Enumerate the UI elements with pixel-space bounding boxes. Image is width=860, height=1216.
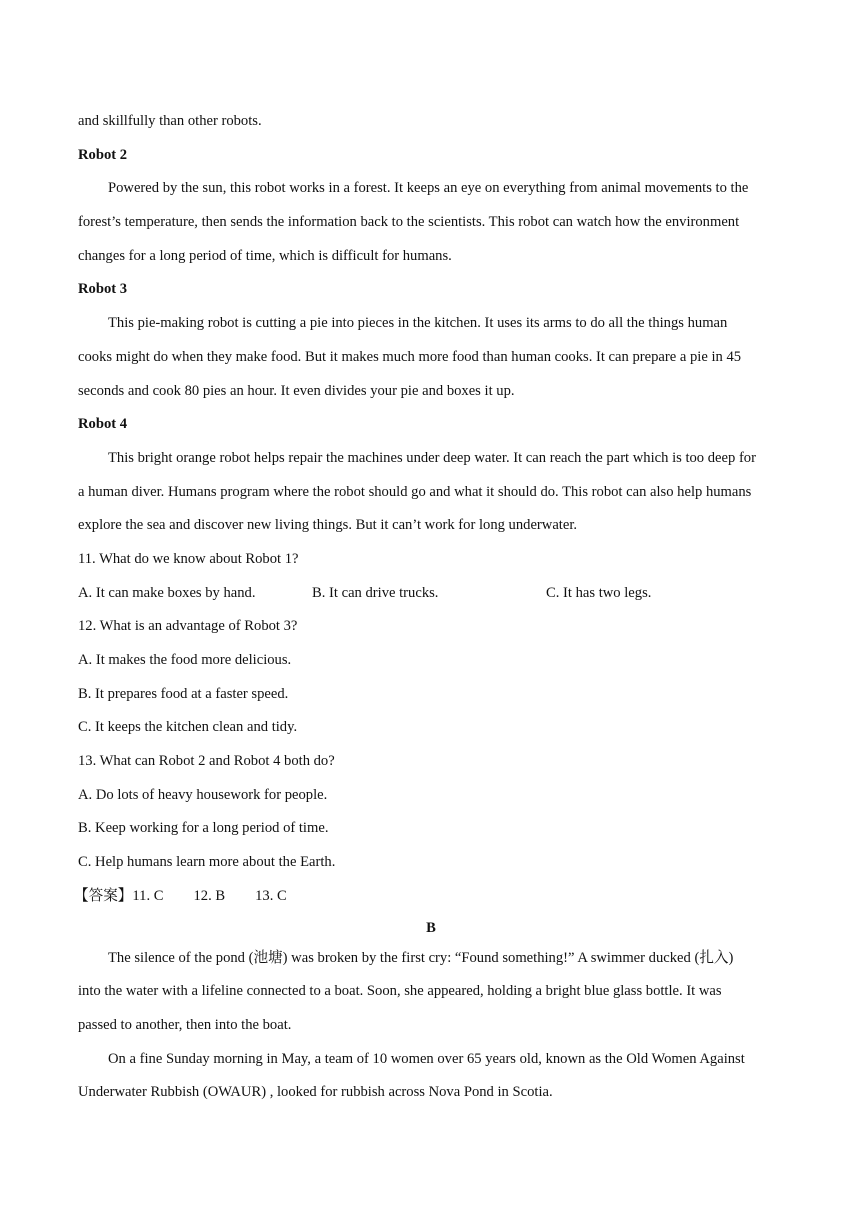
answer-12: 12. B — [193, 887, 226, 904]
robot3-line-1: This pie-making robot is cutting a pie into pieces in the kitchen. It uses its arms to do all the things human — [108, 315, 728, 332]
robot4-line-3: explore the sea and discover new living things. But it can’t work for long underwater. — [78, 517, 578, 534]
question-11-option-c: C. It has two legs. — [546, 584, 652, 601]
robot3-line-3: seconds and cook 80 pies an hour. It even divides your pie and boxes it up. — [78, 382, 515, 399]
question-11-options — [78, 577, 784, 611]
robot4-line-1: This bright orange robot helps repair the machines under deep water. It can reach the part which is too deep for — [108, 449, 756, 466]
robot4-heading: Robot 4 — [78, 416, 128, 433]
robot3-heading: Robot 3 — [78, 281, 128, 298]
question-12-option-b: B. It prepares food at a faster speed. — [78, 685, 289, 702]
question-12-stem: 12. What is an advantage of Robot 3? — [78, 618, 298, 635]
question-13-option-b: B. Keep working for a long period of time. — [78, 820, 329, 837]
robot2-line-1: Powered by the sun, this robot works in a forest. It keeps an eye on everything from animal movements to the — [108, 180, 749, 197]
answer-11: 11. C — [132, 887, 164, 904]
answer-label: 【答案】 — [74, 887, 133, 904]
robot2-heading: Robot 2 — [78, 146, 128, 163]
robot3-line-2: cooks might do when they make food. But it makes much more food than human cooks. It can prepare a pie in 45 — [78, 348, 742, 365]
question-13-stem: 13. What can Robot 2 and Robot 4 both do? — [78, 753, 335, 770]
robot4-line-2: a human diver. Humans program where the robot should go and what it should do. This robot can also help humans — [78, 483, 752, 500]
passage-b-p1-line-3: passed to another, then into the boat. — [78, 1016, 292, 1033]
question-11-option-a: A. It can make boxes by hand. — [78, 584, 256, 601]
question-12-option-c: C. It keeps the kitchen clean and tidy. — [78, 719, 298, 736]
passage-b-p2-line-2: Underwater Rubbish (OWAUR) , looked for rubbish across Nova Pond in Scotia. — [78, 1084, 553, 1101]
answer-13: 13. C — [255, 887, 287, 904]
robot2-line-2: forest’s temperature, then sends the information back to the scientists. This robot can watch how the environment — [78, 214, 740, 231]
question-12-option-a: A. It makes the food more delicious. — [78, 652, 292, 668]
passage-b-p2-line-1: On a fine Sunday morning in May, a team of 10 women over 65 years old, known as the Old Women Against — [108, 1050, 745, 1067]
passage-b-heading: B — [426, 919, 436, 936]
document-page — [74, 105, 784, 1110]
robot2-line-3: changes for a long period of time, which is difficult for humans. — [78, 247, 452, 264]
question-11-stem: 11. What do we know about Robot 1? — [78, 550, 299, 567]
question-13-option-c: C. Help humans learn more about the Earth. — [78, 854, 336, 871]
passage-a-continuation: and skillfully than other robots. — [78, 113, 262, 129]
answer-key — [74, 880, 784, 914]
passage-b-p1-line-1: The silence of the pond (池塘) was broken by the first cry: “Found something!” A swimmer ducked (扎入) — [108, 949, 734, 966]
passage-b-p1-line-2: into the water with a lifeline connected to a boat. Soon, she appeared, holding a bright blue glass bottle. It was — [78, 983, 722, 1000]
question-13-option-a: A. Do lots of heavy housework for people. — [78, 786, 328, 803]
question-11-option-b: B. It can drive trucks. — [312, 584, 439, 601]
